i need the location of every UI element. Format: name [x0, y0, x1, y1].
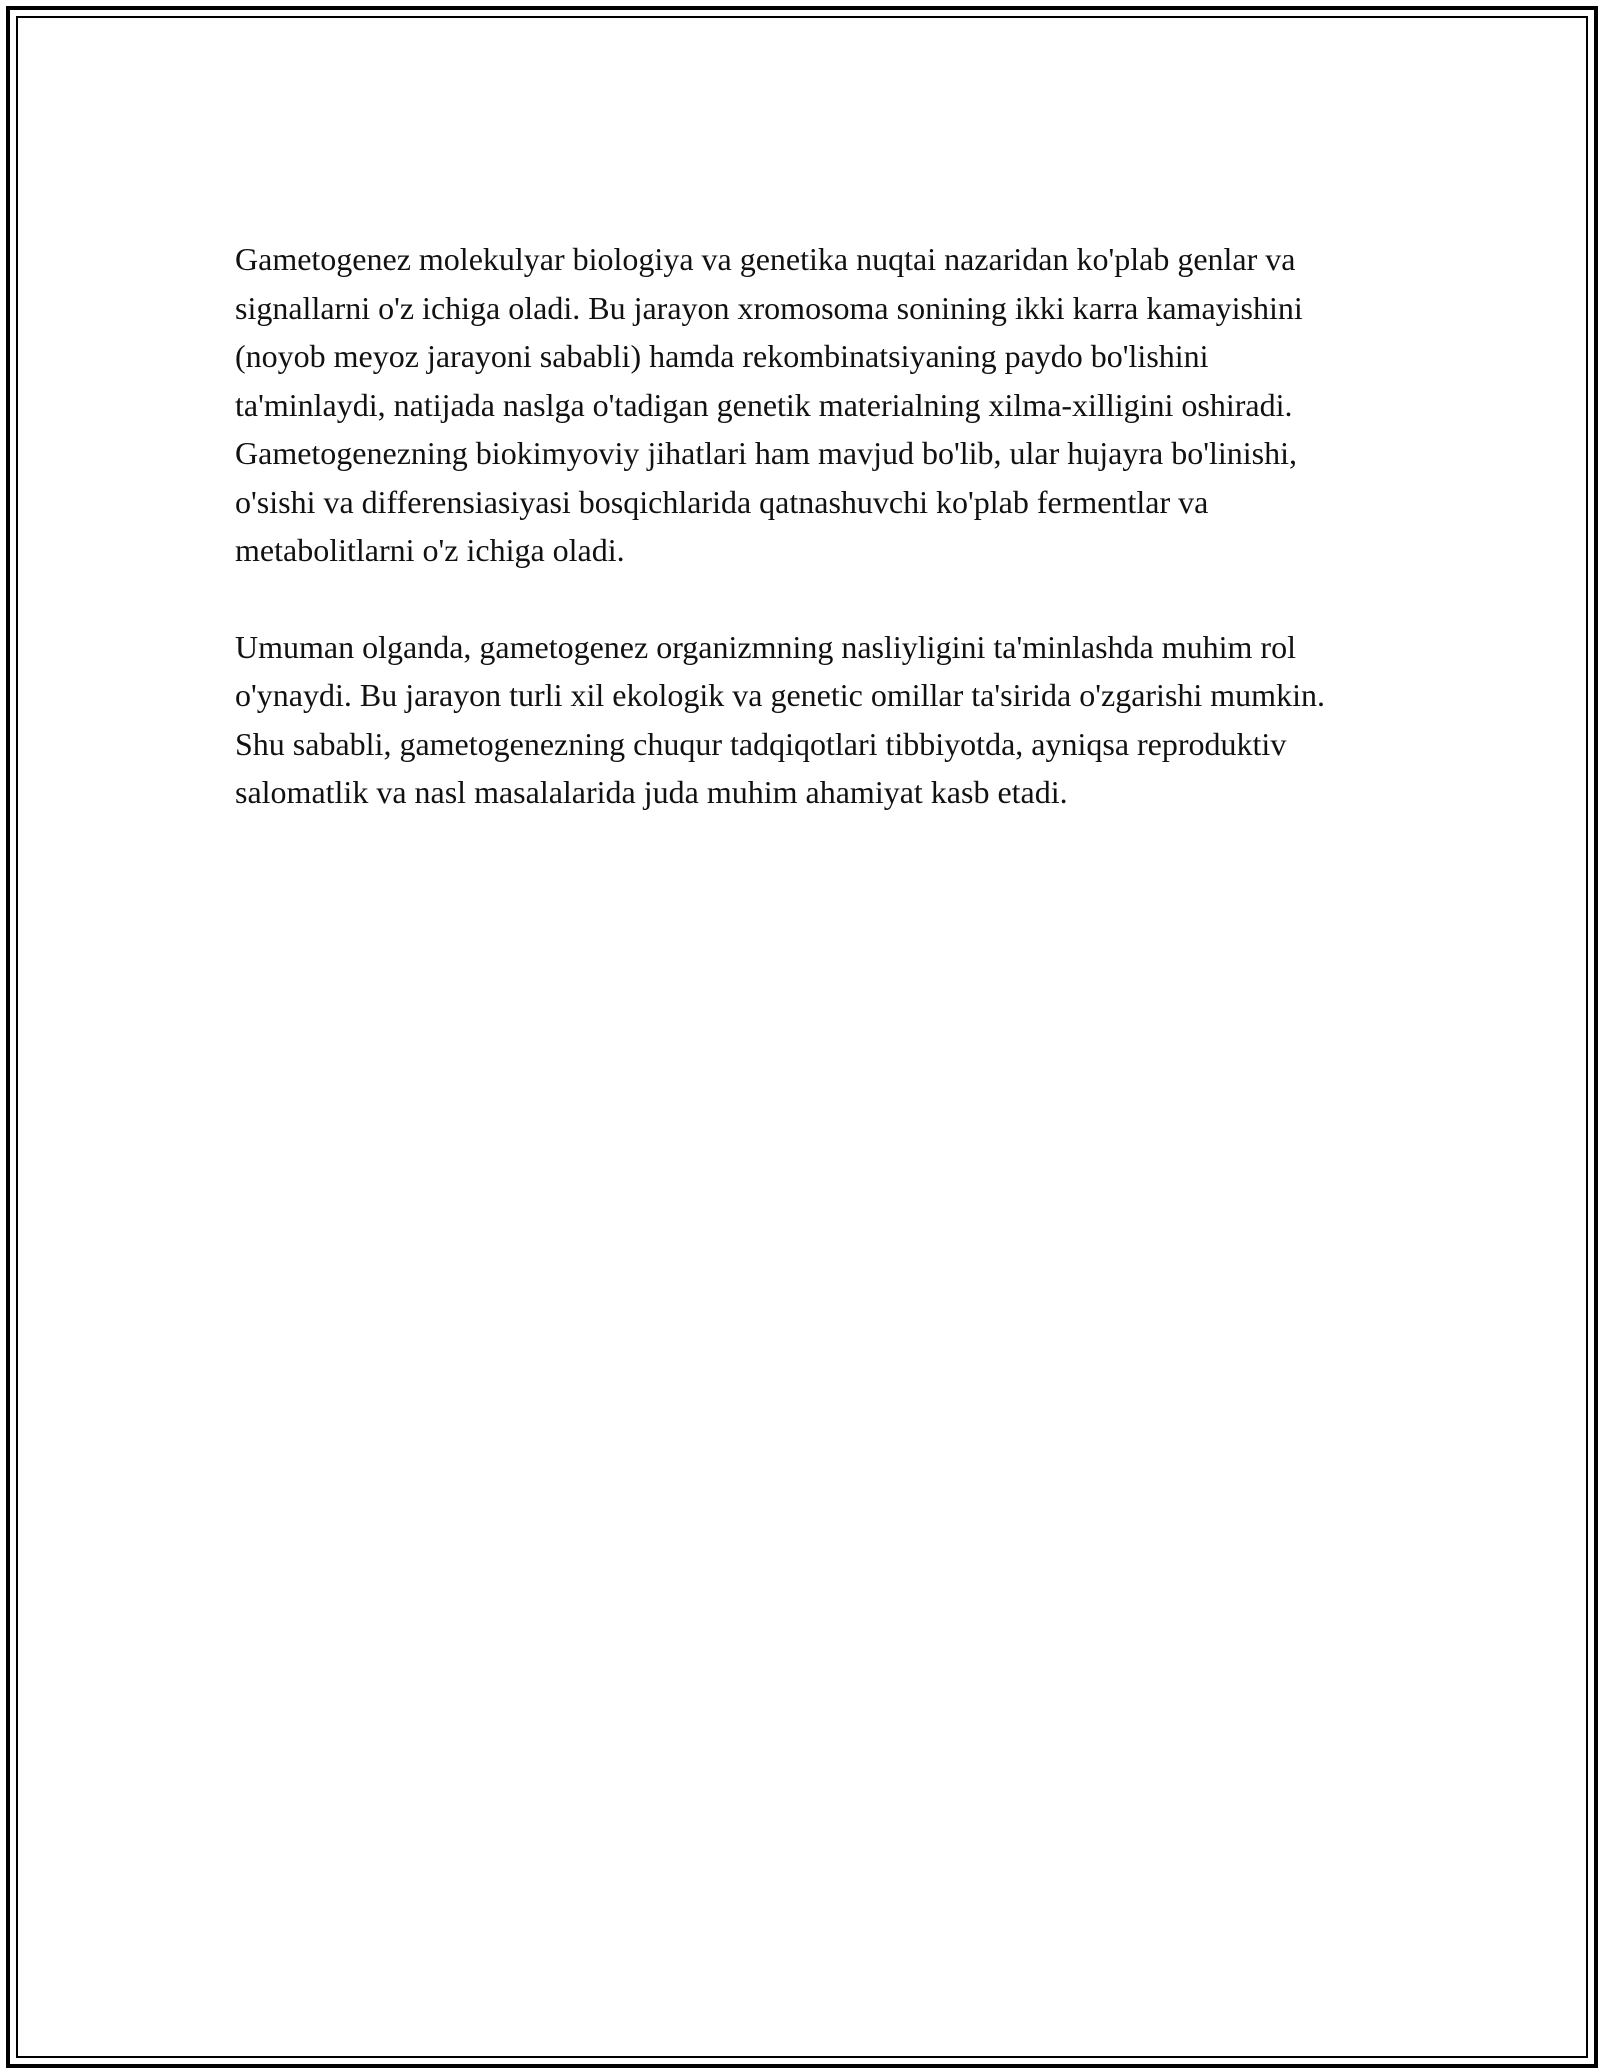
paragraph-1: Gametogenez molekulyar biologiya va genetika nuqtai nazaridan ko'plab genlar va signallarni o'z ichiga oladi. Bu jarayon xromosoma sonining ikki karra kamayishini (noyob meyoz jarayoni sababli) hamda rekombinatsiyaning paydo bo'lishini ta'minlaydi, natijada naslga o'tadigan genetik materialning xilma-xilligini oshiradi. Gametogenezning biokimyoviy jihatlari ham mavjud bo'lib, ular hujayra bo'linishi, o'sishi va differensiasiyasi bosqichlarida qatnashuvchi ko'plab fermentlar va metabolitlarni o'z ichiga oladi.	[235, 241, 1303, 568]
paragraph-2: Umuman olganda, gametogenez organizmning nasliyligini ta'minlashda muhim rol o'ynaydi. Bu jarayon turli xil ekologik va genetic omillar ta'sirida o'zgarishi mumkin. Shu sababli, gametogenezning chuqur tadqiqotlari tibbiyotda, ayniqsa reproduktiv salomatlik va nasl masalalarida juda muhim ahamiyat kasb etadi.	[235, 628, 1325, 810]
document-body	[235, 235, 1365, 817]
